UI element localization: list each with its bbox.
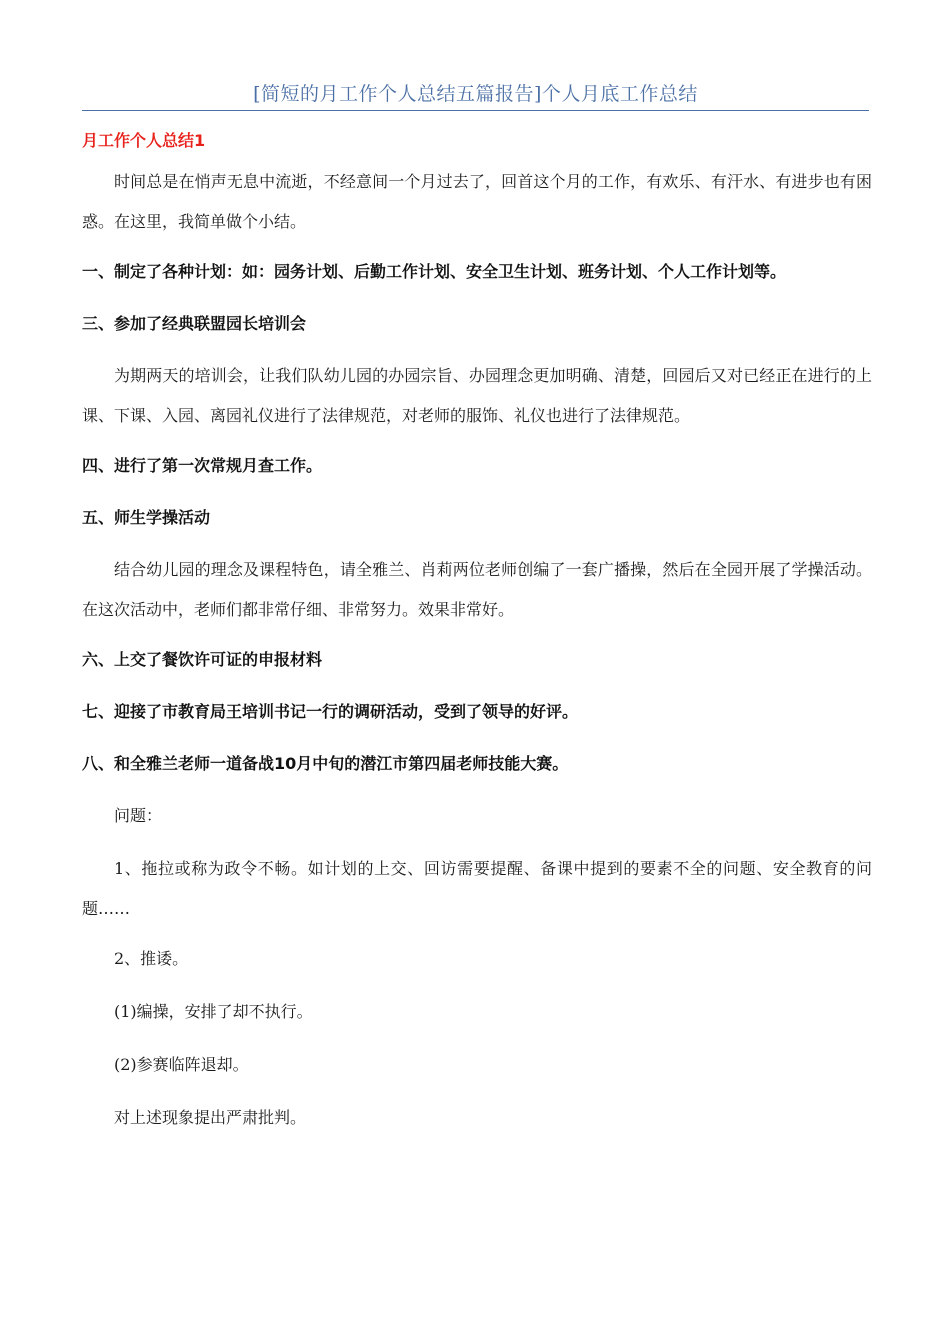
problem-2b: (2)参赛临阵退却。 [114,1055,249,1074]
heading-license: 六、上交了餐饮许可证的申报材料 [82,650,323,669]
training-paragraph: 为期两天的培训会，让我们队幼儿园的办园宗旨、办园理念更加明确、清楚，回园后又对已经正在进行的上课、下课、入园、离园礼仪进行了法律规范，对老师的服饰、礼仪也进行了法律规范。 [82,366,872,425]
heading-monthly-check: 四、进行了第一次常规月查工作。 [82,456,323,475]
problem-2a: (1)编操，安排了却不执行。 [114,1002,313,1021]
problem-1: 1、拖拉或称为政令不畅。如计划的上交、回访需要提醒、备课中提到的要素不全的问题、安全教育的问题…… [82,859,872,918]
intro-paragraph: 时间总是在悄声无息中流逝，不经意间一个月过去了，回首这个月的工作，有欢乐、有汗水、有进步也有困惑。在这里，我简单做个小结。 [82,172,872,231]
heading-contest: 八、和全雅兰老师一道备战10月中旬的潜江市第四届老师技能大赛。 [82,754,569,773]
page-header [82,80,869,111]
problems-label: 问题： [114,806,163,825]
document-body [82,122,872,1151]
heading-inspection: 七、迎接了市教育局王培训书记一行的调研活动，受到了领导的好评。 [82,702,579,721]
problem-2: 2、推诿。 [114,949,189,968]
page-title: [简短的月工作个人总结五篇报告]个人月底工作总结 [253,83,698,105]
conclusion: 对上述现象提出严肃批判。 [114,1108,307,1127]
section-title: 月工作个人总结1 [82,131,206,150]
heading-plans: 一、制定了各种计划：如：园务计划、后勤工作计划、安全卫生计划、班务计划、个人工作计划等。 [82,262,787,281]
exercise-paragraph: 结合幼儿园的理念及课程特色，请全雅兰、肖莉两位老师创编了一套广播操，然后在全园开展了学操活动。在这次活动中，老师们都非常仔细、非常努力。效果非常好。 [82,560,872,619]
heading-training: 三、参加了经典联盟园长培训会 [82,314,307,333]
heading-exercise: 五、师生学操活动 [82,508,211,527]
